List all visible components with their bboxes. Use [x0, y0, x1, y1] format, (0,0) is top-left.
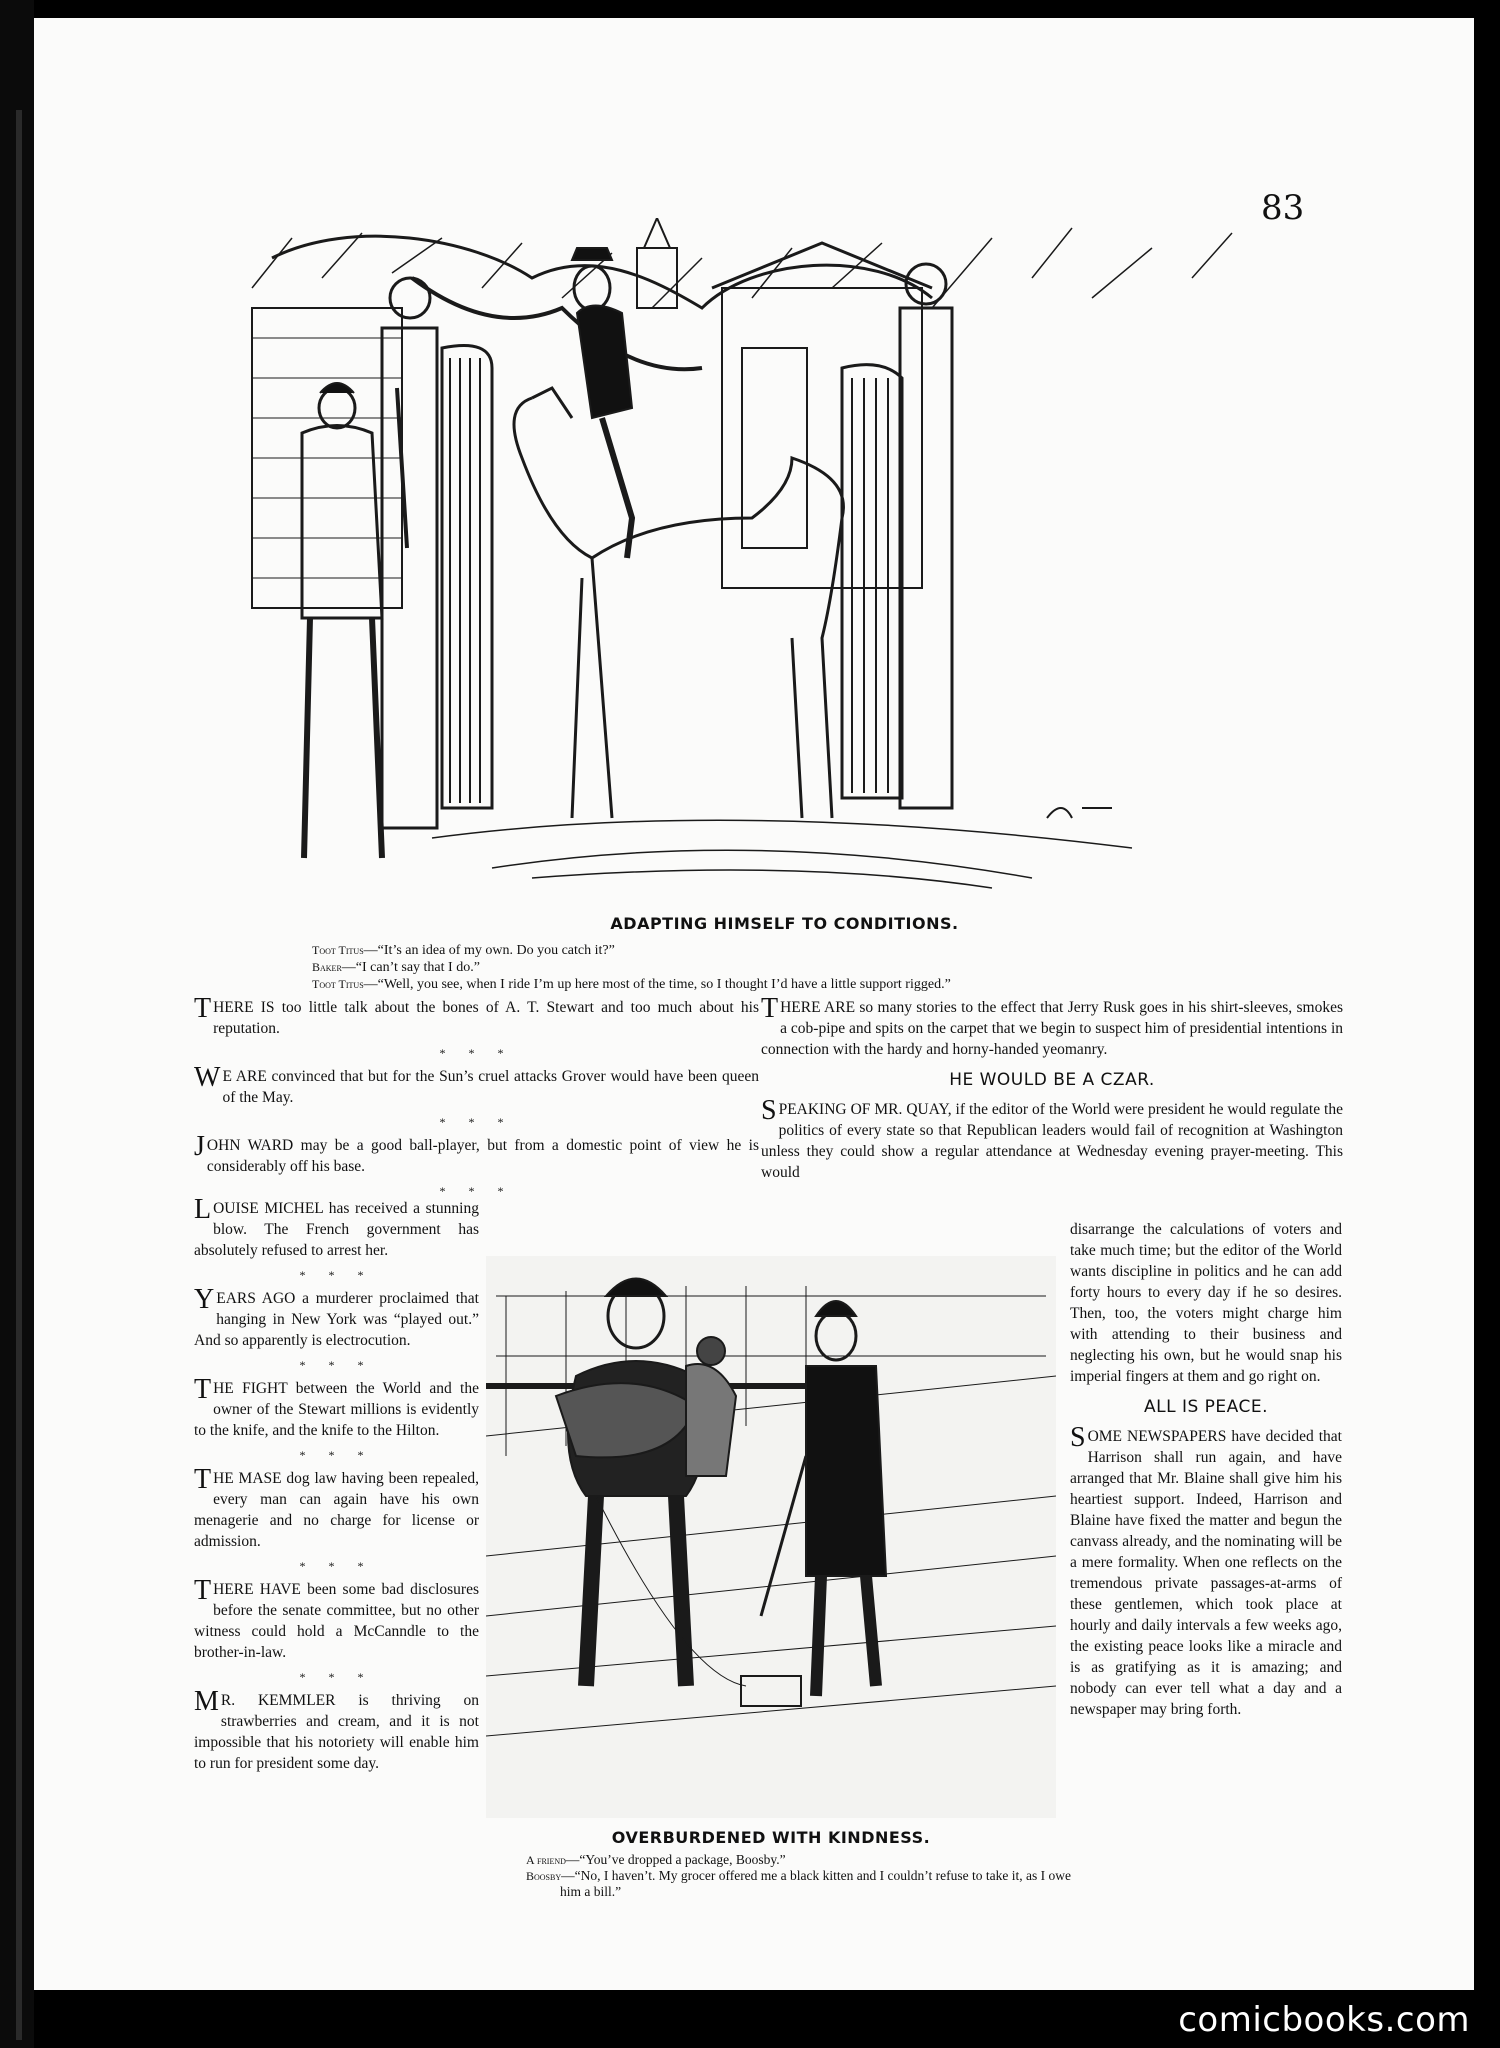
paragraph-text: EARS AGO a murderer proclaimed that hanging in New York was “played out.” And so apparently is electrocution.	[194, 1290, 479, 1349]
separator-stars: * * *	[299, 1268, 374, 1282]
drop-cap: T	[194, 1575, 212, 1606]
dialogue-text: —“No, I haven’t. My grocer offered me a black kitten and I couldn’t refuse to take it, as I owe him a bill.”	[560, 1868, 1071, 1899]
separator-stars: * * *	[439, 1115, 514, 1129]
drop-cap: T	[194, 1464, 212, 1495]
separator-stars: * * *	[439, 1046, 514, 1060]
dialogue-text: —“I can’t say that I do.”	[341, 960, 480, 975]
dialogue-line	[312, 959, 1332, 976]
dialogue-text: —“You’ve dropped a package, Boosby.”	[565, 1852, 786, 1867]
section-heading: ALL IS PEACE.	[1143, 1397, 1269, 1417]
separator-stars: * * *	[299, 1559, 374, 1573]
top-cartoon-title: ADAPTING HIMSELF TO CONDITIONS.	[610, 914, 959, 933]
paragraph	[761, 1095, 1343, 1183]
paragraph-text: E ARE convinced that but for the Sun’s cruel attacks Grover would have been queen of the May.	[222, 1068, 759, 1106]
drop-cap: T	[761, 993, 779, 1024]
left-column-narrow	[194, 1194, 479, 1778]
drop-cap: J	[194, 1131, 205, 1162]
drop-cap: M	[194, 1686, 219, 1717]
page-number: 83	[1261, 188, 1305, 228]
speaker-name: Toot Titus	[312, 977, 364, 991]
right-column-upper	[761, 993, 1343, 1187]
paragraph	[194, 1464, 479, 1552]
drop-cap: L	[194, 1194, 212, 1225]
paragraph-text: OUISE MICHEL has received a stunning blow. The French government has absolutely refused to arrest her.	[194, 1200, 479, 1259]
separator-stars: * * *	[439, 1184, 514, 1198]
paragraph-text: HE FIGHT between the World and the owner of the Stewart millions is evidently to the knife, and the knife to the Hilton.	[194, 1380, 479, 1439]
paragraph-continued: disarrange the calculations of voters and take much time; but the editor of the World wants discipline in politics and he can add forty hours to every day if he so desires. Then, too, the voters might charge him with attending to their business and neglecting his own, but he would snap his imperial fingers at them and go right on.	[1070, 1221, 1342, 1385]
top-cartoon-illustration	[232, 218, 1337, 898]
drop-cap: T	[194, 993, 212, 1024]
magazine-page	[34, 18, 1474, 1990]
left-column-items	[194, 993, 759, 1204]
drop-cap: W	[194, 1062, 221, 1093]
paragraph-text: OME NEWSPAPERS have decided that Harrison shall run again, and have arranged that Mr. Blaine shall give him his heartiest support. Indeed, Harrison and Blaine have fixed the matter and begun the canvass already, and the nominating will be a mere formality. When one reflects on the tremendous private passages-at-arms of these gentlemen, which took place at hourly and daily intervals a few weeks ago, the existing peace looks like a miracle and is as gratifying as it is amazing; and nobody can ever tell what a day and a newspaper may bring forth.	[1070, 1428, 1342, 1718]
bottom-cartoon-dialogue	[492, 1852, 1072, 1900]
drop-cap: S	[761, 1095, 777, 1126]
paragraph-text: R. KEMMLER is thriving on strawberries and cream, and it is not impossible that his notoriety will enable him to run for president some day.	[194, 1692, 479, 1772]
speaker-name: Boosby	[526, 1869, 562, 1883]
paragraph-text: HE MASE dog law having been repealed, every man can again have his own menagerie and no charge for license or admission.	[194, 1470, 479, 1550]
paragraph	[194, 1284, 479, 1351]
dialogue-text: —“It’s an idea of my own. Do you catch it?”	[363, 943, 615, 958]
paragraph-text: OHN WARD may be a good ball-player, but from a domestic point of view he is considerably off his base.	[206, 1137, 759, 1175]
bottom-cartoon-illustration	[486, 1256, 1056, 1818]
separator-stars: * * *	[299, 1358, 374, 1372]
separator-stars: * * *	[299, 1670, 374, 1684]
binding-edge	[16, 110, 22, 2040]
speaker-name: Toot Titus	[312, 943, 364, 957]
paragraph	[194, 1374, 479, 1441]
paragraph	[194, 1194, 479, 1261]
paragraph	[194, 1575, 479, 1663]
right-column-narrow	[1070, 1219, 1342, 1724]
dialogue-line	[526, 1868, 1072, 1900]
drop-cap: Y	[194, 1284, 215, 1315]
paragraph	[194, 993, 759, 1039]
section-heading: HE WOULD BE A CZAR.	[949, 1070, 1155, 1090]
paragraph-text: HERE IS too little talk about the bones of A. T. Stewart and too much about his reputation.	[213, 999, 759, 1037]
speaker-name: Baker	[312, 960, 342, 974]
bottom-cartoon-title: OVERBURDENED WITH KINDNESS.	[611, 1828, 931, 1847]
watermark: comicbooks.com	[1178, 2000, 1470, 2040]
dialogue-line	[312, 976, 1332, 993]
paragraph	[194, 1062, 759, 1108]
paragraph-text: HERE ARE so many stories to the effect that Jerry Rusk goes in his shirt-sleeves, smokes a cob-pipe and spits on the carpet that we begin to suspect him of presidential intentions in connection with the hardy and horny-handed yeomanry.	[761, 999, 1343, 1058]
paragraph	[761, 993, 1343, 1060]
dialogue-line	[312, 942, 1332, 959]
paragraph	[194, 1686, 479, 1774]
drop-cap: S	[1070, 1422, 1086, 1453]
speaker-name: A friend	[526, 1853, 566, 1867]
paragraph-text: PEAKING OF MR. QUAY, if the editor of the World were president he would regulate the politics of every state so that Republican leaders would fail of recognition at Washington unless they could show a regular attendance at Wednesday evening prayer-meeting. This would	[761, 1101, 1343, 1181]
paragraph	[194, 1131, 759, 1177]
top-cartoon-dialogue	[312, 942, 1332, 993]
paragraph-text: HERE HAVE been some bad disclosures before the senate committee, but no other witness could hold a McCanndle to the brother-in-law.	[194, 1581, 479, 1661]
dialogue-line	[492, 1852, 1072, 1868]
drop-cap: T	[194, 1374, 212, 1405]
separator-stars: * * *	[299, 1448, 374, 1462]
paragraph	[1070, 1422, 1342, 1720]
dialogue-text: —“Well, you see, when I ride I’m up here most of the time, so I thought I’d have a little support rigged.”	[363, 977, 951, 992]
